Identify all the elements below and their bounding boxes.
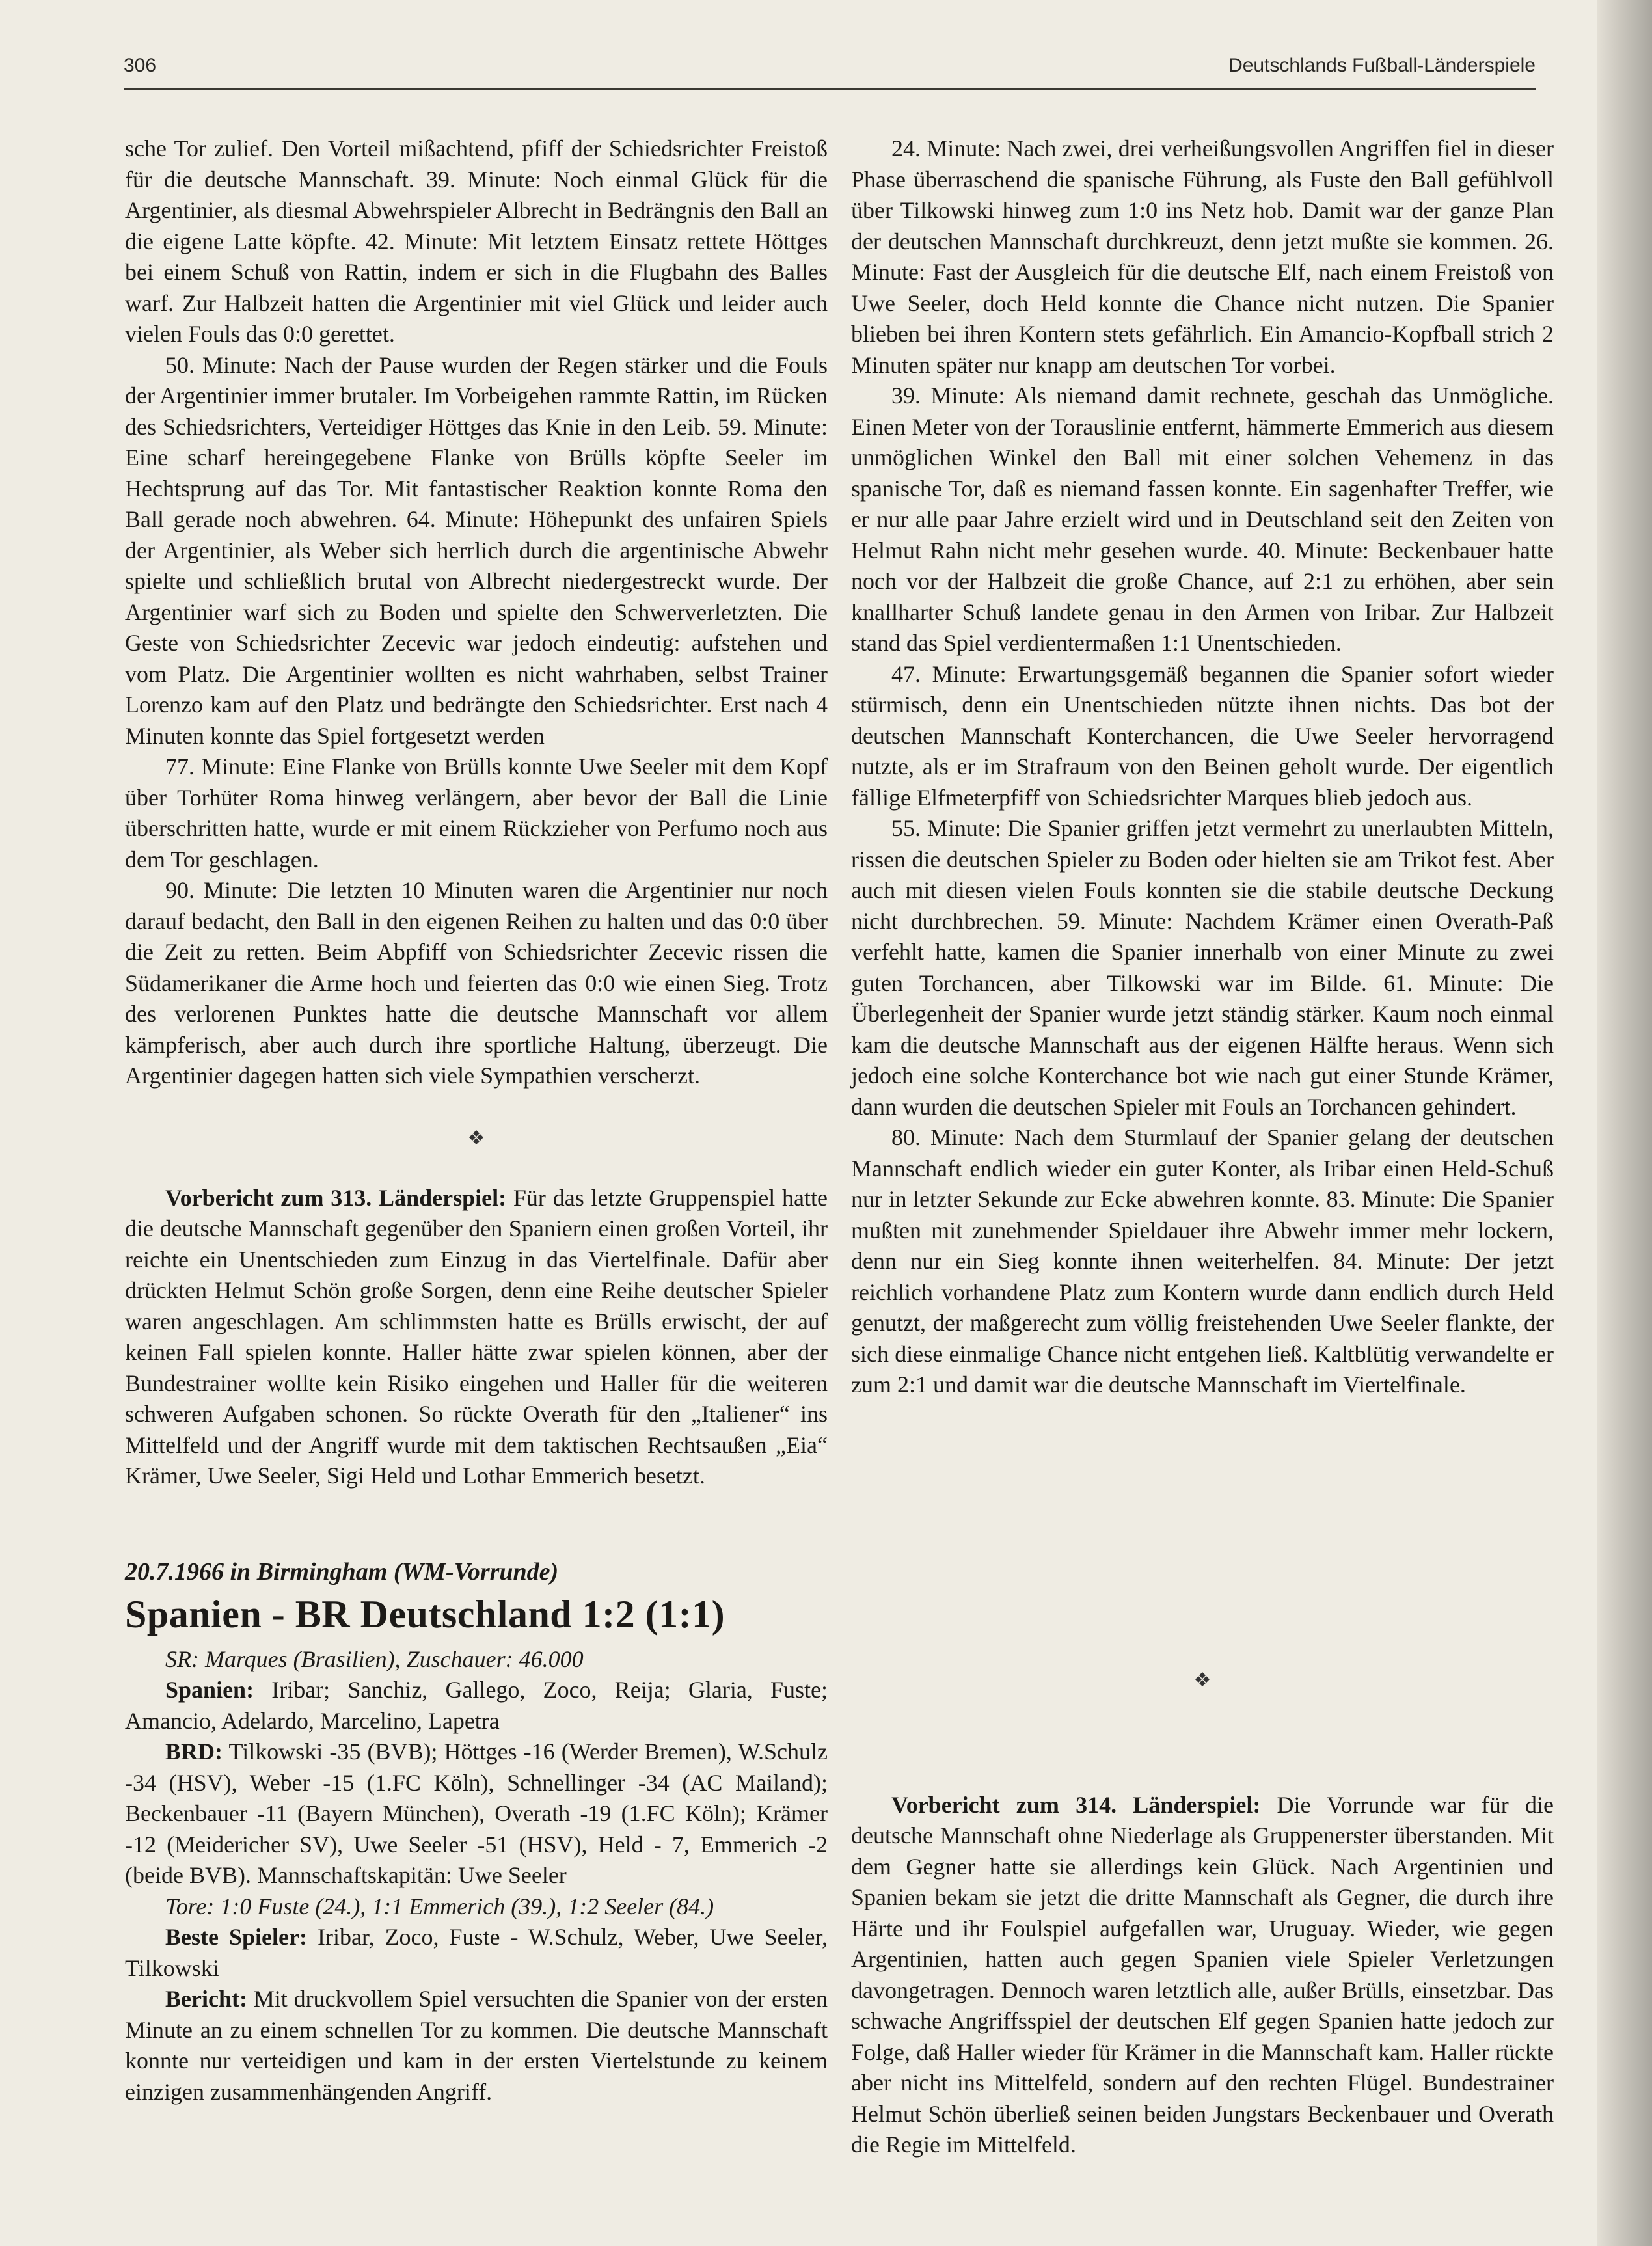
report-label: Bericht:: [165, 1986, 247, 2012]
page-edge-shadow: [1597, 0, 1652, 2246]
paragraph: 50. Minute: Nach der Pause wurden der Regen stärker und die Fouls der Argentinier immer brutaler. Im Vorbeigehen rammte Rattin, im Rücken des Schiedsrichters, Verteidiger Höttges das Knie in den Leib. 59. Minute: Eine scharf hereingegebene Flanke von Brülls köpfte Seeler im Hechtsprung auf das Tor. Mit fantastischer Reaktion konnte Roma den Ball gerade noch abwehren. 64. Minute: Höhepunkt des unfairen Spiels der Argentinier, als Weber sich herrlich durch die argentinische Abwehr spielte und schließlich brutal von Albrecht niedergestreckt wurde. Der Argentinier warf sich zu Boden und spielte den Schwerverletzten. Die Geste von Schiedsrichter Zecevic war jedoch eindeutig: aufstehen und vom Platz. Die Argentinier wollten es nicht wahrhaben, selbst Trainer Lorenzo kam auf den Platz und bedrängte den Schiedsrichter. Erst nach 4 Minuten konnte das Spiel fortgesetzt werden: [125, 351, 828, 749]
goals-line: Tore: 1:0 Fuste (24.), 1:1 Emmerich (39.), 1:2 Seeler (84.): [165, 1893, 714, 1919]
preview-paragraph: [851, 1790, 1554, 2161]
referee-line: SR: Marques (Brasilien), Zuschauer: 46.000: [165, 1645, 584, 1672]
best-label: Beste Spieler:: [165, 1924, 307, 1950]
section-separator: ❖: [467, 1127, 485, 1149]
paragraph: 55. Minute: Die Spanier griffen jetzt vermehrt zu unerlaubten Mitteln, rissen die deutschen Spieler zu Boden oder hielten sie am Trikot fest. Aber auch mit diesen vielen Fouls konnten sie die stabile deutsche Deckung nicht durchbrechen. 59. Minute: Nachdem Krämer einen Overath-Paß verfehlt hatte, kamen die Spanier innerhalb von einer Minute zu zwei guten Torchancen, aber Tilkowski war im Bilde. 61. Minute: Die Überlegenheit der Spanier wurde jetzt ständig stärker. Kaum noch einmal kam die deutsche Mannschaft aus der eigenen Hälfte heraus. Wenn sich jedoch eine solche Konterchance bot wie nach gut einer Stunde Krämer, dann wurden die deutschen Spieler mit Fouls an Torchancen gehindert.: [851, 815, 1554, 1120]
paragraph: sche Tor zulief. Den Vorteil mißachtend, pfiff der Schiedsrichter Freistoß für die deutsche Mannschaft. 39. Minute: Noch einmal Glück für die Argentinier, als diesmal Abwehrspieler Albrecht in Bedrängnis den Ball an die eigene Latte köpfte. 42. Minute: Mit letztem Einsatz rettete Höttges bei einem Schuß von Rattin, indem er sich in die Flugbahn des Balles warf. Zur Halbzeit hatten die Argentinier mit viel Glück und leider auch vielen Fouls das 0:0 gerettet.: [125, 135, 828, 347]
match-title: Spanien - BR Deutschland 1:2 (1:1): [125, 1592, 725, 1636]
paragraph: 24. Minute: Nach zwei, drei verheißungsvollen Angriffen fiel in dieser Phase überraschend die spanische Führung, als Fuste den Ball gefühlvoll über Tilkowski hinweg zum 1:0 ins Netz hob. Damit war der ganze Plan der deutschen Mannschaft durchkreuzt, denn jetzt mußte sie kommen. 26. Minute: Fast der Ausgleich für die deutsche Elf, nach einem Freistoß von Uwe Seeler, doch Held konnte die Chance nicht nutzen. Die Spanier blieben bei ihren Kontern stets gefährlich. Ein Amancio-Kopfball strich 2 Minuten später nur knapp am deutschen Tor vorbei.: [851, 135, 1554, 378]
match-report: Bericht: Mit druckvollem Spiel versuchten die Spanier von der ersten Minute an zu einem schnellen Tor zu kommen. Die deutsche Mannschaft konnte nur verteidigen und kam in der ersten Viertelstunde zu keinem einzigen zusammenhängenden Angriff.: [125, 1986, 828, 2105]
left-column: [125, 133, 828, 2107]
page-number: 306: [124, 55, 157, 76]
spain-lineup: Spanien: Iribar; Sanchiz, Gallego, Zoco, Reija; Glaria, Fuste; Amancio, Adelardo, Marcelino, Lapetra: [125, 1677, 828, 1734]
right-column: [851, 133, 1554, 2161]
paragraph: 90. Minute: Die letzten 10 Minuten waren die Argentinier nur noch darauf bedacht, den Ball in den eigenen Reihen zu halten und das 0:0 über die Zeit zu retten. Beim Abpfiff von Schiedsrichter Zecevic rissen die Südamerikaner die Arme hoch und feierten das 0:0 wie einen Sieg. Trotz des verlorenen Punktes hatte die deutsche Mannschaft vor allem kämpferisch, aber auch durch ihre sportliche Haltung, überzeugt. Die Argentinier dagegen hatten sich viele Sympathien verscherzt.: [125, 877, 828, 1089]
preview-paragraph: [125, 1183, 828, 1492]
brd-label: BRD:: [165, 1739, 223, 1765]
page-header: [124, 51, 1536, 90]
brd-lineup: BRD: Tilkowski -35 (BVB); Höttges -16 (Werder Bremen), W.Schulz -34 (HSV), Weber -15 (1.FC Köln), Schnellinger -34 (AC Mailand); Beckenbauer -11 (Bayern München), Overath -19 (1.FC Köln); Krämer -12 (Meidericher SV), Uwe Seeler -51 (HSV), Held - 7, Emmerich -2 (beide BVB). Mannschaftskapitän: Uwe Seeler: [125, 1739, 828, 1888]
paragraph: 80. Minute: Nach dem Sturmlauf der Spanier gelang der deutschen Mannschaft endlich wieder ein guter Konter, als Iribar einen Held-Schuß nur in letzter Sekunde zur Ecke abwehren konnte. 83. Minute: Die Spanier mußten mit zunehmender Spieldauer ihre Abwehr immer mehr lockern, denn nur ein Sieg konnte ihnen weiterhelfen. 84. Minute: Der jetzt reichlich vorhandene Platz zum Kontern wurde dann endlich durch Held genutzt, der maßgerecht zum völlig freistehenden Uwe Seeler flankte, der sich diese einmalige Chance nicht entgehen ließ. Kaltblütig verwandelte er zum 2:1 und damit war die deutsche Mannschaft im Viertelfinale.: [851, 1124, 1554, 1398]
paragraph: 39. Minute: Als niemand damit rechnete, geschah das Unmögliche. Einen Meter von der Torauslinie entfernt, hämmerte Emmerich aus diesem unmöglichen Winkel den Ball mit einer solchen Vehemenz in das spanische Tor, daß es niemand fassen konnte. Ein sagenhafter Treffer, wie er nur alle paar Jahre erzielt wird und in Deutschland seit den Zeiten von Helmut Rahn nicht mehr gesehen wurde. 40. Minute: Beckenbauer hatte noch vor der Halbzeit die große Chance, auf 2:1 zu erhöhen, aber sein knallharter Schuß landete genau in den Armen von Iribar. Zur Halbzeit stand das Spiel verdientermaßen 1:1 Unentschieden.: [851, 383, 1554, 656]
preview-text: Für das letzte Gruppenspiel hatte die deutsche Mannschaft gegenüber den Spaniern einen großen Vorteil, ihr reichte ein Unentschieden zum Einzug in das Viertelfinale. Dafür aber drückten Helmut Schön große Sorgen, denn eine Reihe deutscher Spieler waren angeschlagen. Am schlimmsten hatte es Brülls erwischt, der auf keinen Fall spielen konnte. Haller hätte zwar spielen können, aber der Bundestrainer wollte kein Risiko eingehen und Haller für die weiteren schweren Aufgaben schonen. So rückte Overath für den „Italiener“ ins Mittelfeld und der Angriff wurde mit dem taktischen Rechtsaußen „Eia“ Krämer, Uwe Seeler, Sigi Held und Lothar Emmerich besetzt.: [125, 1184, 828, 1489]
running-title: Deutschlands Fußball-Länderspiele: [1228, 55, 1536, 76]
preview-lead: Vorbericht zum 314. Länderspiel:: [891, 1791, 1261, 1818]
preview-lead: Vorbericht zum 313. Länderspiel:: [165, 1184, 507, 1211]
spain-label: Spanien:: [165, 1677, 254, 1703]
preview-text: Die Vorrunde war für die deutsche Mannschaft ohne Niederlage als Gruppenerster überstanden. Mit dem Gegner hatte sie allerdings kein Glück. Nach Argentinien und Spanien bekam sie jetzt die dritte Mannschaft als Gegner, die durch ihre Härte und ihr Foulspiel aufgefallen war, Uruguay. Wieder, wie gegen Argentinien, hatten auch gegen Spanien viele Spieler Verletzungen davongetragen. Dennoch waren letztlich alle, außer Brülls, einsetzbar. Das schwache Angriffsspiel der deutschen Elf gegen Spanien hatte jedoch zur Folge, daß Haller wieder für Krämer in die Mannschaft kam. Haller rückte aber nicht ins Mittelfeld, sondern auf den rechten Flügel. Bundestrainer Helmut Schön überließ seinen beiden Jungstars Beckenbauer und Overath die Regie im Mittelfeld.: [851, 1791, 1554, 2158]
section-separator: ❖: [1193, 1669, 1212, 1691]
best-players: Beste Spieler: Iribar, Zoco, Fuste - W.Schulz, Weber, Uwe Seeler, Tilkowski: [125, 1924, 828, 1981]
paragraph: 47. Minute: Erwartungsgemäß begannen die Spanier sofort wieder stürmisch, denn ein Unentschieden nützte ihnen nichts. Das bot der deutschen Mannschaft Konterchancen, die Uwe Seeler hervorragend nutzte, als er im Strafraum von den Beinen geholt wurde. Der eigentlich fällige Elfmeterpfiff von Schiedsrichter Marques blieb jedoch aus.: [851, 660, 1554, 811]
paragraph: 77. Minute: Eine Flanke von Brülls konnte Uwe Seeler mit dem Kopf über Torhüter Roma hinweg verlängern, aber bevor der Ball die Linie überschritten hatte, wurde er mit einem Rückzieher von Perfumo noch aus dem Tor geschlagen.: [125, 753, 828, 873]
match-date-line: 20.7.1966 in Birmingham (WM-Vorrunde): [125, 1558, 559, 1586]
